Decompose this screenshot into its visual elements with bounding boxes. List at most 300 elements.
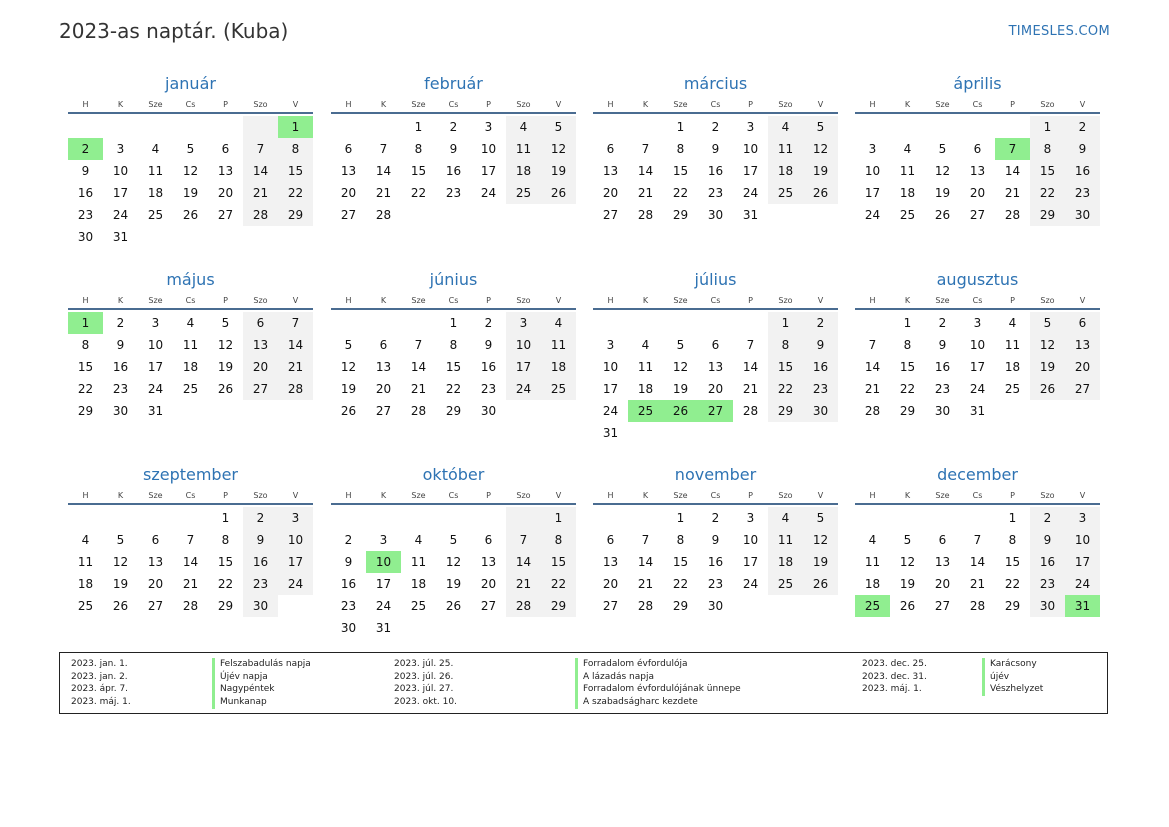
day-cell: 29 <box>768 400 803 422</box>
day-cell: 15 <box>672 555 689 569</box>
legend-holiday-name: Nagypéntek <box>212 683 275 696</box>
day-cell: 15 <box>217 555 234 569</box>
day-cell: 24 <box>147 382 164 396</box>
weekday-label: P <box>748 296 753 305</box>
month-block <box>593 465 838 617</box>
weekday-label: H <box>869 100 876 109</box>
day-cell: 22 <box>445 382 462 396</box>
day-cell: 2 <box>711 511 720 525</box>
day-cell: 5 <box>344 338 353 352</box>
weekday-label: Szo <box>516 491 531 500</box>
holiday-legend <box>59 652 1108 714</box>
day-cell: 23 <box>1065 182 1100 204</box>
day-cell: 9 <box>1065 138 1100 160</box>
day-cell: 22 <box>410 186 427 200</box>
day-cell: 4 <box>768 116 803 138</box>
weekday-label: Sze <box>673 491 688 500</box>
weekday-label: Szo <box>1040 491 1055 500</box>
day-cell: 30 <box>480 404 497 418</box>
weekday-label: Cs <box>710 100 721 109</box>
day-grid <box>68 116 313 248</box>
day-cell: 26 <box>934 208 951 222</box>
month-name: december <box>937 465 1018 484</box>
weekday-label: Szo <box>516 296 531 305</box>
day-cell: 8 <box>81 338 90 352</box>
weekday-label: K <box>380 296 387 305</box>
day-cell: 2 <box>116 316 125 330</box>
weekday-label: Sze <box>935 296 950 305</box>
weekday-header <box>68 97 313 114</box>
day-cell: 22 <box>672 186 689 200</box>
day-cell: 25 <box>541 378 576 400</box>
day-cell: 2 <box>449 120 458 134</box>
day-cell: 21 <box>506 573 541 595</box>
day-cell: 18 <box>864 577 881 591</box>
day-cell: 4 <box>151 142 160 156</box>
day-cell: 11 <box>541 334 576 356</box>
day-cell: 21 <box>637 186 654 200</box>
day-cell: 28 <box>243 204 278 226</box>
day-grid <box>855 116 1100 226</box>
day-cell: 29 <box>541 595 576 617</box>
day-cell: 1 <box>414 120 423 134</box>
day-cell: 18 <box>899 186 916 200</box>
day-cell: 26 <box>340 404 357 418</box>
empty-cell <box>138 116 173 138</box>
day-cell: 12 <box>182 164 199 178</box>
day-cell: 10 <box>742 533 759 547</box>
weekday-label: Cs <box>972 491 983 500</box>
day-cell: 18 <box>768 551 803 573</box>
day-cell: 24 <box>112 208 129 222</box>
empty-cell <box>138 507 173 529</box>
day-cell: 13 <box>934 555 951 569</box>
month-name: január <box>165 74 216 93</box>
empty-cell <box>803 422 838 444</box>
day-cell: 13 <box>707 360 724 374</box>
day-cell: 26 <box>182 208 199 222</box>
legend-date: 2023. dec. 25. <box>862 659 927 669</box>
day-cell: 25 <box>506 182 541 204</box>
day-cell: 1 <box>541 507 576 529</box>
day-cell: 26 <box>803 573 838 595</box>
day-cell: 24 <box>742 186 759 200</box>
day-cell: 17 <box>1065 551 1100 573</box>
day-cell: 4 <box>186 316 195 330</box>
empty-cell <box>541 204 576 226</box>
day-cell: 15 <box>445 360 462 374</box>
day-cell: 19 <box>803 160 838 182</box>
day-cell: 9 <box>81 164 90 178</box>
day-cell: 11 <box>768 138 803 160</box>
weekday-label: H <box>82 296 89 305</box>
day-cell: 14 <box>243 160 278 182</box>
empty-cell <box>436 617 471 639</box>
empty-cell <box>803 204 838 226</box>
day-cell: 11 <box>182 338 199 352</box>
day-cell: 6 <box>344 142 353 156</box>
empty-cell <box>243 226 278 248</box>
day-cell: 8 <box>449 338 458 352</box>
day-cell: 4 <box>541 312 576 334</box>
day-cell: 4 <box>414 533 423 547</box>
weekday-label: Sze <box>411 491 426 500</box>
day-cell: 15 <box>77 360 94 374</box>
day-cell: 10 <box>1065 529 1100 551</box>
weekday-label: P <box>748 100 753 109</box>
day-cell: 22 <box>768 378 803 400</box>
empty-cell <box>278 595 313 617</box>
empty-cell <box>855 507 890 529</box>
month-name: június <box>429 270 478 289</box>
day-cell: 11 <box>768 529 803 551</box>
weekday-label: Szo <box>1040 100 1055 109</box>
day-cell: 21 <box>1004 186 1021 200</box>
empty-cell <box>593 116 628 138</box>
weekday-header <box>593 97 838 114</box>
day-cell: 14 <box>182 555 199 569</box>
day-cell: 6 <box>151 533 160 547</box>
weekday-label: Cs <box>448 491 459 500</box>
day-cell: 20 <box>243 356 278 378</box>
day-cell: 14 <box>1004 164 1021 178</box>
weekday-label: Szo <box>1040 296 1055 305</box>
day-cell: 7 <box>506 529 541 551</box>
day-grid <box>855 312 1100 422</box>
day-cell: 24 <box>742 577 759 591</box>
day-cell: 3 <box>484 120 493 134</box>
day-cell: 1 <box>768 312 803 334</box>
weekday-label: Cs <box>185 100 196 109</box>
weekday-label: H <box>869 491 876 500</box>
day-grid <box>331 116 576 226</box>
day-cell: 17 <box>480 164 497 178</box>
day-cell: 5 <box>1030 312 1065 334</box>
day-cell: 16 <box>1030 551 1065 573</box>
weekday-label: Szo <box>516 100 531 109</box>
day-cell: 5 <box>541 116 576 138</box>
day-cell: 3 <box>746 120 755 134</box>
weekday-header <box>68 488 313 505</box>
day-cell: 15 <box>768 356 803 378</box>
day-cell: 15 <box>541 551 576 573</box>
empty-cell <box>366 507 401 529</box>
day-cell: 19 <box>934 186 951 200</box>
weekday-header <box>331 488 576 505</box>
day-cell: 19 <box>445 577 462 591</box>
day-cell: 12 <box>541 138 576 160</box>
day-cell: 12 <box>899 555 916 569</box>
day-cell: 5 <box>938 142 947 156</box>
day-cell: 9 <box>938 338 947 352</box>
day-cell: 19 <box>899 577 916 591</box>
weekday-label: H <box>607 491 614 500</box>
day-cell: 4 <box>868 533 877 547</box>
day-cell: 21 <box>278 356 313 378</box>
day-cell: 9 <box>484 338 493 352</box>
month-name: október <box>422 465 485 484</box>
weekday-label: V <box>292 491 299 500</box>
weekday-label: V <box>817 100 824 109</box>
empty-cell <box>366 116 401 138</box>
day-cell: 16 <box>112 360 129 374</box>
empty-cell <box>541 400 576 422</box>
day-cell: 8 <box>676 533 685 547</box>
day-cell: 20 <box>147 577 164 591</box>
day-cell: 5 <box>186 142 195 156</box>
day-cell: 24 <box>375 599 392 613</box>
empty-cell <box>995 116 1030 138</box>
month-block <box>68 465 313 617</box>
weekday-label: K <box>904 296 911 305</box>
empty-cell <box>243 400 278 422</box>
empty-cell <box>506 204 541 226</box>
day-cell: 6 <box>606 533 615 547</box>
day-cell: 27 <box>969 208 986 222</box>
day-cell: 14 <box>506 551 541 573</box>
weekday-label: K <box>642 491 649 500</box>
day-cell: 14 <box>375 164 392 178</box>
empty-cell <box>436 204 471 226</box>
day-cell: 17 <box>602 382 619 396</box>
empty-cell <box>541 617 576 639</box>
day-cell: 10 <box>480 142 497 156</box>
day-cell: 5 <box>449 533 458 547</box>
weekday-label: Sze <box>148 296 163 305</box>
day-cell: 28 <box>182 599 199 613</box>
day-cell: 30 <box>340 621 357 635</box>
weekday-label: P <box>748 491 753 500</box>
day-cell: 2 <box>344 533 353 547</box>
day-cell: 15 <box>1004 555 1021 569</box>
day-cell: 29 <box>278 204 313 226</box>
day-cell: 15 <box>278 160 313 182</box>
day-cell: 18 <box>182 360 199 374</box>
weekday-label: Sze <box>148 491 163 500</box>
day-cell: 26 <box>803 182 838 204</box>
day-cell: 19 <box>340 382 357 396</box>
empty-cell <box>768 204 803 226</box>
day-cell: 4 <box>903 142 912 156</box>
day-cell: 10 <box>366 551 401 573</box>
empty-cell <box>698 422 733 444</box>
day-cell: 13 <box>602 164 619 178</box>
day-cell: 13 <box>147 555 164 569</box>
empty-cell <box>628 116 663 138</box>
day-cell: 9 <box>344 555 353 569</box>
day-cell: 22 <box>217 577 234 591</box>
day-cell: 10 <box>864 164 881 178</box>
day-cell: 20 <box>340 186 357 200</box>
day-cell: 17 <box>742 164 759 178</box>
day-cell: 26 <box>663 400 698 422</box>
day-cell: 3 <box>868 142 877 156</box>
weekday-label: Cs <box>972 100 983 109</box>
weekday-label: H <box>607 100 614 109</box>
day-cell: 21 <box>637 577 654 591</box>
day-cell: 11 <box>637 360 654 374</box>
month-block <box>855 74 1100 226</box>
day-cell: 16 <box>445 164 462 178</box>
month-block <box>68 74 313 248</box>
weekday-header <box>593 293 838 310</box>
day-cell: 29 <box>1004 599 1021 613</box>
day-cell: 27 <box>698 400 733 422</box>
month-block <box>593 270 838 444</box>
weekday-label: K <box>117 296 124 305</box>
day-cell: 23 <box>340 599 357 613</box>
day-cell: 27 <box>217 208 234 222</box>
empty-cell <box>103 116 138 138</box>
weekday-label: Sze <box>673 100 688 109</box>
day-cell: 25 <box>768 573 803 595</box>
brand-link[interactable]: TIMESLES.COM <box>1008 24 1110 39</box>
day-cell: 3 <box>973 316 982 330</box>
day-cell: 9 <box>711 142 720 156</box>
day-cell: 2 <box>938 316 947 330</box>
day-cell: 1 <box>221 511 230 525</box>
day-cell: 31 <box>742 208 759 222</box>
day-cell: 10 <box>742 142 759 156</box>
day-cell: 30 <box>934 404 951 418</box>
weekday-label: K <box>117 491 124 500</box>
day-cell: 4 <box>506 116 541 138</box>
day-cell: 28 <box>410 404 427 418</box>
day-cell: 12 <box>1030 334 1065 356</box>
legend-date: 2023. júl. 26. <box>394 671 454 682</box>
day-cell: 13 <box>1065 334 1100 356</box>
empty-cell <box>960 116 995 138</box>
day-cell: 18 <box>637 382 654 396</box>
day-cell: 17 <box>969 360 986 374</box>
day-cell: 1 <box>676 511 685 525</box>
day-cell: 7 <box>995 138 1030 160</box>
empty-cell <box>173 226 208 248</box>
day-cell: 12 <box>112 555 129 569</box>
empty-cell <box>925 507 960 529</box>
day-cell: 27 <box>602 599 619 613</box>
legend-holiday-name: Munkanap <box>212 696 267 709</box>
day-cell: 28 <box>637 599 654 613</box>
day-cell: 30 <box>77 230 94 244</box>
day-cell: 4 <box>1008 316 1017 330</box>
day-cell: 12 <box>803 529 838 551</box>
empty-cell <box>173 400 208 422</box>
day-cell: 13 <box>602 555 619 569</box>
day-cell: 14 <box>742 360 759 374</box>
day-cell: 21 <box>969 577 986 591</box>
day-cell: 25 <box>628 400 663 422</box>
day-cell: 16 <box>934 360 951 374</box>
day-cell: 18 <box>1004 360 1021 374</box>
day-cell: 18 <box>77 577 94 591</box>
day-cell: 23 <box>480 382 497 396</box>
day-cell: 31 <box>1065 595 1100 617</box>
day-cell: 8 <box>903 338 912 352</box>
weekday-label: V <box>555 491 562 500</box>
weekday-label: P <box>486 491 491 500</box>
day-cell: 5 <box>903 533 912 547</box>
day-cell: 20 <box>375 382 392 396</box>
empty-cell <box>1065 400 1100 422</box>
weekday-label: H <box>82 100 89 109</box>
legend-date: 2023. júl. 27. <box>394 684 454 694</box>
day-cell: 19 <box>803 551 838 573</box>
day-cell: 26 <box>541 182 576 204</box>
weekday-header <box>593 488 838 505</box>
day-cell: 9 <box>116 338 125 352</box>
day-cell: 30 <box>707 599 724 613</box>
day-cell: 11 <box>506 138 541 160</box>
day-cell: 10 <box>506 334 541 356</box>
day-cell: 3 <box>116 142 125 156</box>
month-name: május <box>166 270 215 289</box>
day-cell: 12 <box>672 360 689 374</box>
empty-cell <box>471 507 506 529</box>
weekday-label: Szo <box>253 100 268 109</box>
month-block <box>593 74 838 226</box>
day-cell: 26 <box>445 599 462 613</box>
day-cell: 23 <box>707 186 724 200</box>
day-cell: 16 <box>803 356 838 378</box>
weekday-label: P <box>1010 296 1015 305</box>
day-cell: 27 <box>602 208 619 222</box>
day-cell: 11 <box>1004 338 1021 352</box>
day-cell: 26 <box>112 599 129 613</box>
day-cell: 14 <box>410 360 427 374</box>
day-cell: 6 <box>973 142 982 156</box>
day-cell: 13 <box>340 164 357 178</box>
day-cell: 15 <box>410 164 427 178</box>
day-cell: 18 <box>506 160 541 182</box>
day-cell: 23 <box>77 208 94 222</box>
day-cell: 27 <box>243 378 278 400</box>
day-cell: 7 <box>641 533 650 547</box>
day-cell: 16 <box>707 555 724 569</box>
weekday-label: V <box>555 296 562 305</box>
day-cell: 20 <box>934 577 951 591</box>
empty-cell <box>401 507 436 529</box>
weekday-label: V <box>1079 296 1086 305</box>
weekday-label: V <box>292 100 299 109</box>
day-cell: 14 <box>864 360 881 374</box>
day-cell: 7 <box>278 312 313 334</box>
weekday-label: P <box>223 296 228 305</box>
day-cell: 25 <box>77 599 94 613</box>
day-cell: 19 <box>672 382 689 396</box>
weekday-label: H <box>869 296 876 305</box>
legend-date: 2023. dec. 31. <box>862 671 927 682</box>
day-cell: 8 <box>1030 138 1065 160</box>
day-cell: 22 <box>672 577 689 591</box>
day-cell: 30 <box>1030 595 1065 617</box>
day-grid <box>331 507 576 639</box>
day-cell: 5 <box>803 507 838 529</box>
day-cell: 14 <box>637 555 654 569</box>
weekday-label: Cs <box>972 296 983 305</box>
day-cell: 23 <box>1030 573 1065 595</box>
month-name: február <box>424 74 483 93</box>
day-cell: 22 <box>541 573 576 595</box>
day-cell: 7 <box>243 138 278 160</box>
day-cell: 23 <box>445 186 462 200</box>
day-cell: 7 <box>186 533 195 547</box>
weekday-label: K <box>642 100 649 109</box>
day-cell: 3 <box>506 312 541 334</box>
day-cell: 8 <box>676 142 685 156</box>
empty-cell <box>506 507 541 529</box>
day-cell: 3 <box>1065 507 1100 529</box>
